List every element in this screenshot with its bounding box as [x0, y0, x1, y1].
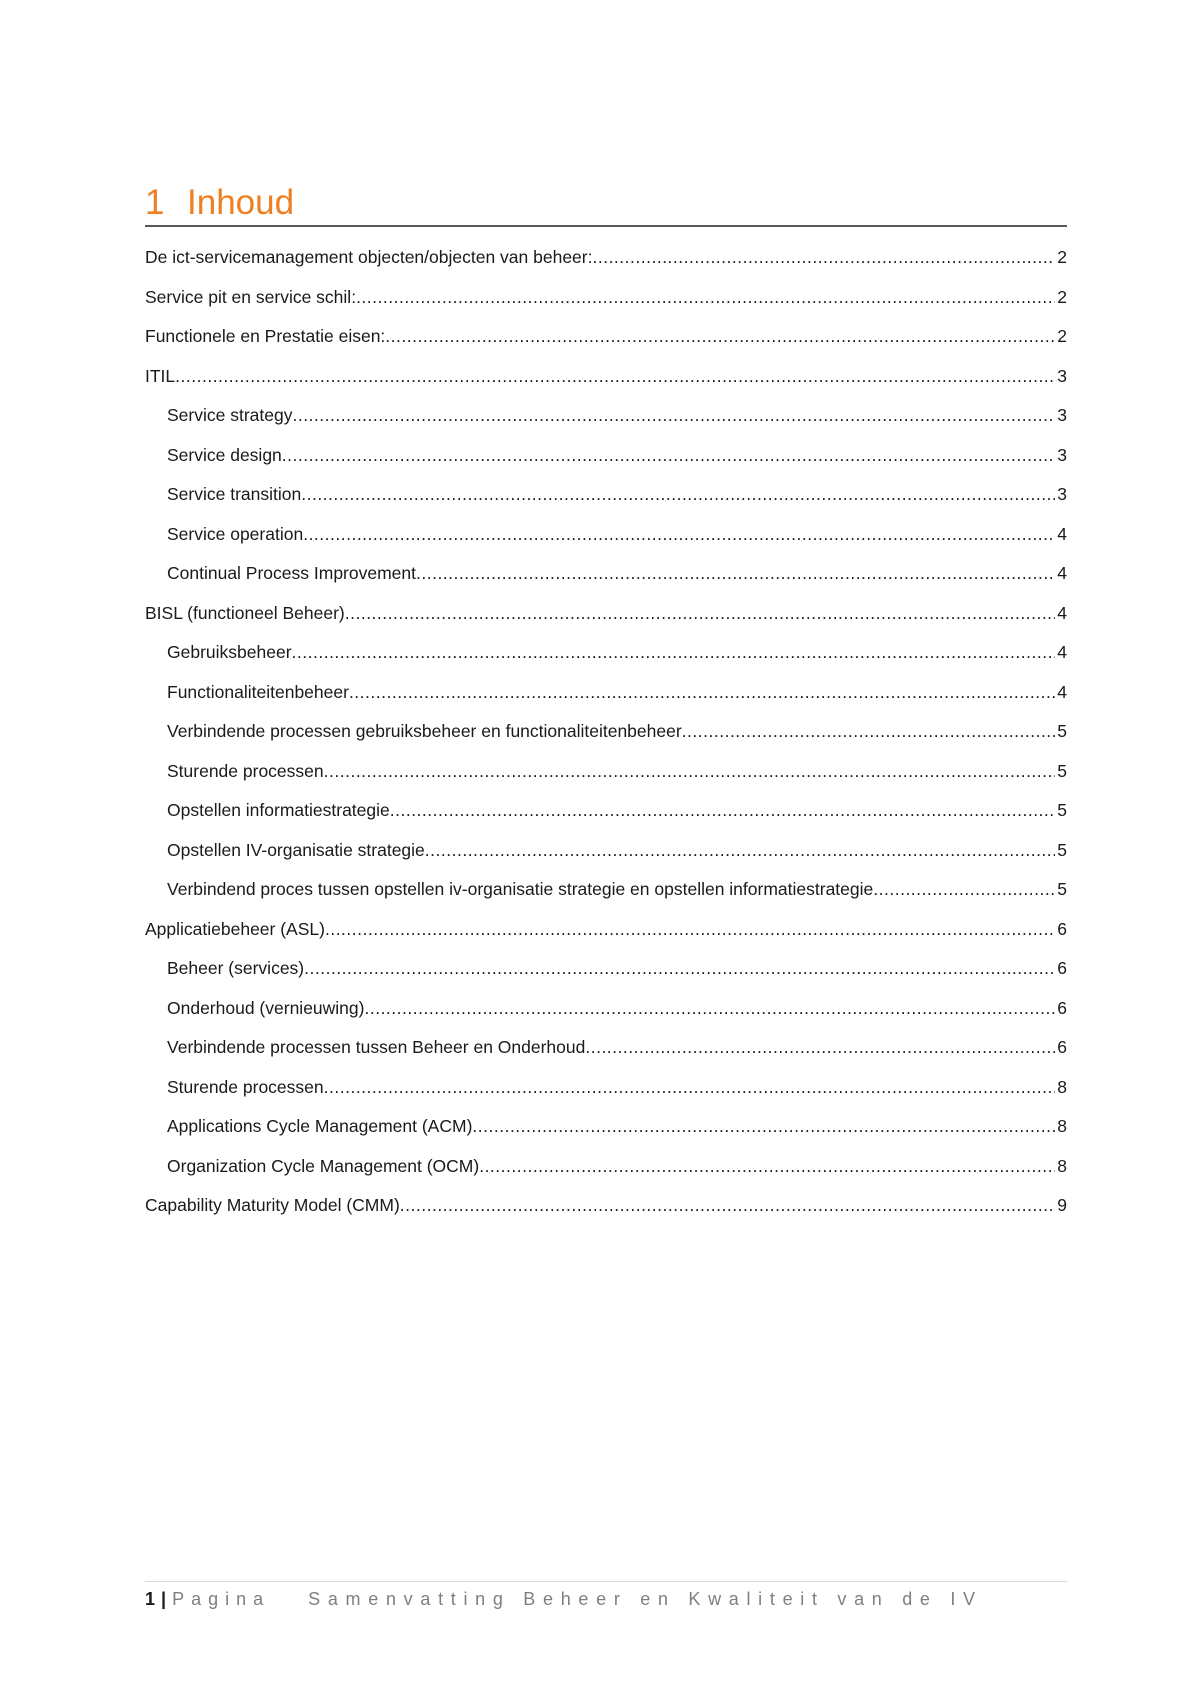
toc-dot-leader: [585, 1034, 1055, 1060]
heading-title: Inhoud: [187, 183, 295, 222]
toc-entry[interactable]: [145, 1192, 1067, 1232]
toc-entry[interactable]: [145, 363, 1067, 403]
toc-dot-leader: [479, 1153, 1055, 1179]
page-footer: [145, 1586, 983, 1612]
toc-entry-title: Verbindende processen tussen Beheer en Onderhoud: [167, 1037, 586, 1057]
toc-entry-title: Sturende processen: [167, 760, 324, 781]
toc-entry-page: 5: [1057, 760, 1067, 781]
toc-dot-leader: [400, 1192, 1055, 1218]
toc-entry-page: 5: [1057, 839, 1067, 860]
toc-entry[interactable]: [145, 639, 1067, 679]
toc-entry-title: ITIL: [145, 365, 176, 386]
toc-entry-page: 3: [1057, 444, 1067, 465]
toc-entry[interactable]: [145, 284, 1067, 324]
toc-entry-title: Verbindende processen gebruiksbeheer en functionaliteitenbeheer: [167, 721, 682, 741]
toc-entry[interactable]: [145, 876, 1067, 916]
toc-entry-page: 8: [1057, 1155, 1067, 1176]
toc-entry-title: Capability Maturity Model (CMM): [145, 1195, 400, 1215]
toc-entry-title: Service transition: [167, 484, 302, 504]
toc-entry-page: 9: [1057, 1195, 1067, 1215]
toc-entry-title: Onderhoud (vernieuwing): [167, 997, 365, 1018]
toc-entry-page: 4: [1057, 602, 1067, 623]
toc-entry[interactable]: [145, 955, 1067, 995]
footer-document-title: Samenvatting Beheer en Kwaliteit van de IV: [308, 1589, 983, 1609]
toc-entry-title: Functionaliteitenbeheer: [167, 681, 349, 702]
toc-entry[interactable]: [145, 797, 1067, 837]
toc-entry-title: Applications Cycle Management (ACM): [167, 1116, 473, 1136]
footer-page-number: 1: [145, 1589, 156, 1609]
toc-dot-leader: [425, 837, 1055, 863]
toc-entry-title: De ict-servicemanagement objecten/objecten van beheer:: [145, 247, 593, 267]
toc-entry-title: Service strategy: [167, 405, 293, 425]
toc-dot-leader: [301, 481, 1055, 507]
toc-entry-page: 4: [1057, 642, 1067, 662]
toc-dot-leader: [390, 797, 1056, 823]
toc-dot-leader: [349, 679, 1055, 705]
toc-dot-leader: [324, 758, 1056, 784]
toc-entry[interactable]: [145, 758, 1067, 798]
toc-entry[interactable]: [145, 679, 1067, 719]
toc-entry-page: 8: [1057, 1076, 1067, 1097]
toc-dot-leader: [356, 284, 1055, 310]
toc-dot-leader: [385, 323, 1055, 349]
toc-entry-page: 3: [1057, 405, 1067, 425]
toc-entry[interactable]: [145, 323, 1067, 363]
footer-separator: |: [161, 1589, 167, 1609]
toc-entry-page: 5: [1057, 721, 1067, 741]
toc-entry-page: 2: [1057, 286, 1067, 307]
toc-entry[interactable]: [145, 244, 1067, 284]
toc-entry[interactable]: [145, 837, 1067, 877]
toc-entry-title: Verbindend proces tussen opstellen iv-organisatie strategie en opstellen informatiestrategie: [167, 879, 874, 899]
toc-entry-title: Opstellen informatiestrategie: [167, 800, 390, 820]
toc-entry-page: 4: [1057, 523, 1067, 544]
toc-entry[interactable]: [145, 600, 1067, 640]
toc-entry[interactable]: [145, 442, 1067, 482]
toc-entry-title: Service operation: [167, 523, 304, 544]
toc-dot-leader: [175, 363, 1055, 389]
toc-entry-title: Applicatiebeheer (ASL): [145, 918, 325, 939]
toc-entry[interactable]: [145, 521, 1067, 561]
toc-dot-leader: [292, 402, 1055, 428]
toc-entry-page: 2: [1057, 326, 1067, 346]
toc-entry-title: Service pit en service schil:: [145, 286, 357, 307]
toc-entry-title: Functionele en Prestatie eisen:: [145, 326, 386, 346]
toc-entry[interactable]: [145, 916, 1067, 956]
toc-dot-leader: [282, 442, 1055, 468]
footer-page-label: Pagina: [172, 1589, 271, 1609]
toc-heading: [145, 178, 294, 228]
toc-entry-page: 5: [1057, 879, 1067, 899]
toc-entry-page: 6: [1057, 958, 1067, 978]
toc-entry-page: 2: [1057, 247, 1067, 267]
toc-dot-leader: [304, 955, 1055, 981]
toc-dot-leader: [325, 916, 1055, 942]
toc-entry-page: 8: [1057, 1116, 1067, 1136]
toc-entry-title: BISL (functioneel Beheer): [145, 602, 345, 623]
toc-entry-page: 6: [1057, 1037, 1067, 1057]
toc-entry-title: Beheer (services): [167, 958, 305, 978]
toc-entry[interactable]: [145, 560, 1067, 600]
toc-dot-leader: [292, 639, 1056, 665]
toc-dot-leader: [873, 876, 1055, 902]
toc-dot-leader: [303, 521, 1055, 547]
heading-number: 1: [145, 183, 165, 222]
toc-entry[interactable]: [145, 402, 1067, 442]
toc-entry[interactable]: [145, 481, 1067, 521]
toc-dot-leader: [682, 718, 1056, 744]
toc-entry[interactable]: [145, 1034, 1067, 1074]
footer-divider: [145, 1581, 1067, 1582]
table-of-contents: [145, 244, 1067, 1232]
toc-entry-page: 3: [1057, 365, 1067, 386]
toc-entry[interactable]: [145, 995, 1067, 1035]
toc-entry-title: Organization Cycle Management (OCM): [167, 1155, 480, 1176]
toc-entry-page: 4: [1057, 681, 1067, 702]
toc-entry-title: Sturende processen: [167, 1076, 324, 1097]
toc-entry[interactable]: [145, 1113, 1067, 1153]
toc-entry-page: 4: [1057, 563, 1067, 583]
toc-entry-title: Service design: [167, 444, 282, 465]
toc-dot-leader: [416, 560, 1055, 586]
toc-dot-leader: [472, 1113, 1055, 1139]
toc-dot-leader: [592, 244, 1055, 270]
toc-entry-page: 3: [1057, 484, 1067, 504]
toc-entry-page: 6: [1057, 918, 1067, 939]
toc-entry[interactable]: [145, 1074, 1067, 1114]
toc-entry[interactable]: [145, 718, 1067, 758]
heading-divider: [145, 225, 1067, 227]
toc-dot-leader: [345, 600, 1056, 626]
toc-entry-title: Gebruiksbeheer: [167, 642, 292, 662]
toc-entry-page: 6: [1057, 997, 1067, 1018]
toc-entry[interactable]: [145, 1153, 1067, 1193]
toc-entry-page: 5: [1057, 800, 1067, 820]
toc-dot-leader: [364, 995, 1055, 1021]
toc-dot-leader: [324, 1074, 1056, 1100]
toc-entry-title: Opstellen IV-organisatie strategie: [167, 839, 425, 860]
toc-entry-title: Continual Process Improvement: [167, 563, 416, 583]
